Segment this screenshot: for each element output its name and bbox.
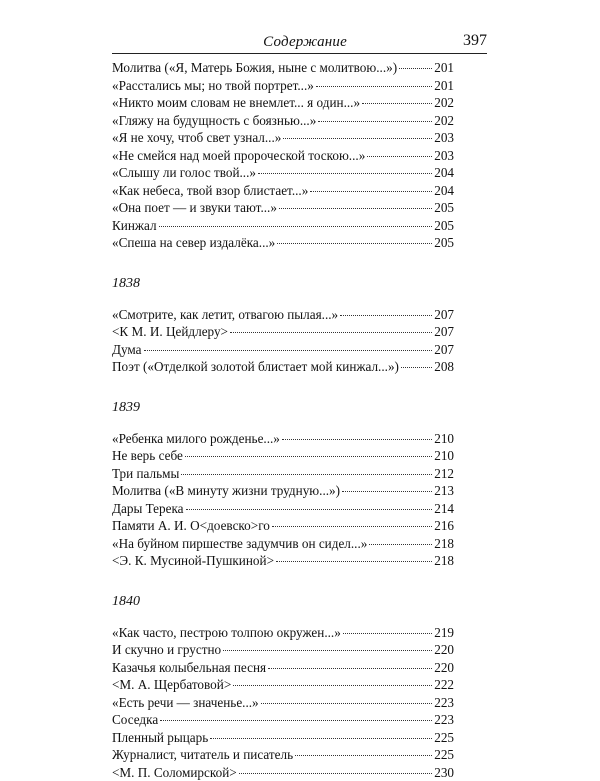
toc-entry [112,94,454,112]
toc-entry-page: 230 [434,764,454,781]
toc-entry [112,234,454,252]
toc-entry [112,746,454,764]
toc-entry-page: 225 [434,729,454,747]
toc-entry-page: 201 [434,77,454,95]
toc-entry [112,77,454,95]
toc-entry-page: 203 [434,129,454,147]
toc-entry-page: 201 [434,59,454,77]
toc-entry [112,59,454,77]
dot-leader [342,491,432,492]
toc-entry-page: 212 [434,465,454,483]
toc-entry-title: Кинжал [112,217,157,235]
toc-entry [112,112,454,130]
dot-leader [268,668,432,669]
toc-entry [112,659,454,677]
dot-leader [261,703,433,704]
toc-entry-title: «На буйном пиршестве задумчив он сидел...» [112,535,367,553]
toc-entry-title: «Как небеса, твой взор блистает...» [112,182,308,200]
toc-entry-title: <Э. К. Мусиной-Пушкиной> [112,552,274,570]
page-number: 397 [463,32,487,50]
toc-entry [112,147,454,165]
toc-entry-page: 204 [434,164,454,182]
dot-leader [159,226,433,227]
toc-entry [112,447,454,465]
toc-entry-page: 205 [434,234,454,252]
toc-entry-title: И скучно и грустно [112,641,221,659]
toc-entry-page: 203 [434,147,454,165]
toc-entry [112,323,454,341]
toc-entry [112,306,454,324]
toc-entry-page: 223 [434,694,454,712]
toc-entry-page: 223 [434,711,454,729]
dot-leader [185,456,432,457]
dot-leader [343,633,432,634]
toc-entry-page: 202 [434,112,454,130]
toc-entry [112,341,454,359]
toc-entry [112,624,454,642]
toc-entry [112,764,454,781]
toc-entry [112,465,454,483]
toc-entry-title: «Ребенка милого рожденье...» [112,430,280,448]
toc-entry [112,676,454,694]
toc-entry-page: 207 [434,341,454,359]
dot-leader [362,103,432,104]
dot-leader [210,738,432,739]
toc-entry-page: 225 [434,746,454,764]
toc-entry [112,641,454,659]
dot-leader [399,68,432,69]
toc-entry [112,129,454,147]
toc-entry [112,430,454,448]
toc-entry [112,217,454,235]
toc-entry [112,729,454,747]
dot-leader [401,367,432,368]
toc-section [112,398,454,570]
dot-leader [230,332,432,333]
toc-entry-page: 204 [434,182,454,200]
year-heading: 1839 [112,398,454,418]
year-heading: 1838 [112,274,454,294]
toc-entry-title: <М. П. Соломирской> [112,764,237,781]
toc-entry-title: «Я не хочу, чтоб свет узнал...» [112,129,281,147]
dot-leader [369,544,432,545]
toc-entry-title: «Как часто, пестрою толпою окружен...» [112,624,341,642]
dot-leader [276,561,432,562]
toc-section [112,59,454,252]
toc-entry-title: «Слышу ли голос твой...» [112,164,256,182]
dot-leader [272,526,432,527]
dot-leader [223,650,432,651]
toc-entry [112,199,454,217]
dot-leader [318,121,432,122]
toc-entry-title: Молитва («В минуту жизни трудную...») [112,482,340,500]
toc-entry-title: Пленный рыцарь [112,729,208,747]
toc-entry-title: «Есть речи — значенье...» [112,694,259,712]
toc-entry-title: Дума [112,341,142,359]
toc-entry-title: «Расстались мы; но твой портрет...» [112,77,314,95]
toc-entry-page: 207 [434,323,454,341]
toc-entry-page: 205 [434,199,454,217]
toc-entry-page: 202 [434,94,454,112]
toc-entry-page: 222 [434,676,454,694]
toc-entry-title: <М. А. Щербатовой> [112,676,231,694]
toc-entry [112,182,454,200]
toc-entry-title: <К М. И. Цейдлеру> [112,323,228,341]
toc-entry-title: Поэт («Отделкой золотой блистает мой кинжал...») [112,358,399,376]
dot-leader [282,439,432,440]
dot-leader [144,350,433,351]
dot-leader [186,509,433,510]
dot-leader [181,474,432,475]
dot-leader [283,138,432,139]
toc-entry-title: «Спеша на север издалёка...» [112,234,275,252]
toc-entry-page: 219 [434,624,454,642]
toc-entry [112,694,454,712]
toc-entry-title: «Смотрите, как летит, отвагою пылая...» [112,306,338,324]
toc-entry-title: «Она поет — и звуки тают...» [112,199,277,217]
toc-entry [112,482,454,500]
toc-entry-page: 208 [434,358,454,376]
toc-entry-title: Казачья колыбельная песня [112,659,266,677]
running-head [112,33,487,54]
toc-entry-title: Памяти А. И. О<доевско>го [112,517,270,535]
toc-entry-title: Молитва («Я, Матерь Божия, ныне с молитвою...») [112,59,397,77]
table-of-contents [112,59,454,781]
toc-entry-title: «Гляжу на будущность с боязнью...» [112,112,316,130]
year-heading: 1840 [112,592,454,612]
dot-leader [295,755,432,756]
toc-entry-page: 210 [434,447,454,465]
dot-leader [340,315,432,316]
toc-entry [112,500,454,518]
toc-entry-title: Соседка [112,711,158,729]
dot-leader [367,156,432,157]
dot-leader [239,773,433,774]
toc-entry [112,535,454,553]
toc-entry-page: 220 [434,641,454,659]
toc-entry-page: 207 [434,306,454,324]
toc-entry [112,517,454,535]
toc-entry-page: 210 [434,430,454,448]
toc-entry-title: Журналист, читатель и писатель [112,746,293,764]
toc-section [112,274,454,376]
running-head-title: Содержание [263,34,347,51]
toc-entry [112,552,454,570]
toc-entry-page: 218 [434,552,454,570]
toc-entry-title: «Никто моим словам не внемлет... я один...» [112,94,360,112]
toc-entry-title: Не верь себе [112,447,183,465]
toc-entry-title: Три пальмы [112,465,179,483]
dot-leader [233,685,432,686]
toc-entry [112,711,454,729]
dot-leader [279,208,432,209]
toc-entry-page: 218 [434,535,454,553]
toc-entry-page: 216 [434,517,454,535]
toc-entry-title: Дары Терека [112,500,184,518]
toc-entry [112,358,454,376]
toc-section [112,592,454,781]
dot-leader [316,86,432,87]
toc-entry-page: 205 [434,217,454,235]
dot-leader [160,720,432,721]
toc-entry-page: 220 [434,659,454,677]
dot-leader [277,243,432,244]
dot-leader [258,173,432,174]
toc-entry-page: 213 [434,482,454,500]
toc-entry [112,164,454,182]
toc-entry-title: «Не смейся над моей пророческой тоскою...» [112,147,365,165]
dot-leader [310,191,432,192]
toc-entry-page: 214 [434,500,454,518]
